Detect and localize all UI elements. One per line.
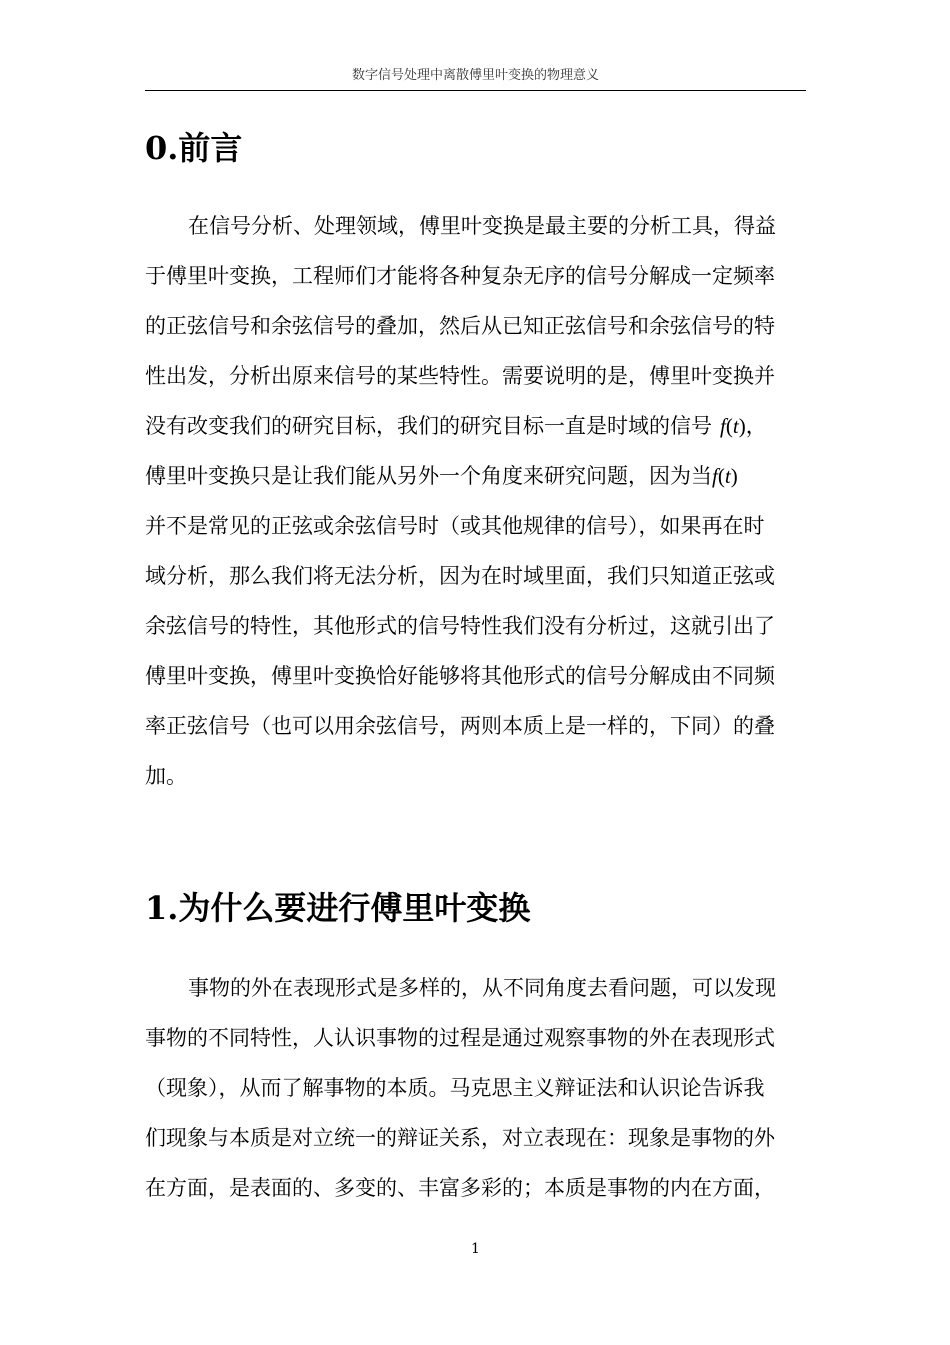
paragraph-line: 在方面，是表面的、多变的、丰富多彩的；本质是事物的内在方面， — [145, 1176, 775, 1200]
math-expression-f-of-t — [720, 414, 746, 438]
paragraph-line: 傅里叶变换，傅里叶变换恰好能够将其他形式的信号分解成由不同频 — [145, 664, 775, 688]
paragraph-line: 并不是常见的正弦或余弦信号时（或其他规律的信号），如果再在时 — [145, 514, 765, 538]
paragraph-line: 加。 — [145, 764, 187, 788]
math-open-paren: ( — [725, 414, 733, 438]
math-expression-f-of-t — [712, 464, 738, 488]
paragraph-line: 在信号分析、处理领域，傅里叶变换是最主要的分析工具，得益 — [188, 214, 776, 238]
paragraph-line-with-math — [145, 462, 806, 490]
math-close-paren: ) — [738, 414, 746, 438]
paragraph-line: 性出发，分析出原来信号的某些特性。需要说明的是，傅里叶变换并 — [145, 364, 775, 388]
header-rule — [145, 90, 806, 91]
math-func: f — [712, 464, 718, 488]
paragraph-line: 域分析，那么我们将无法分析，因为在时域里面，我们只知道正弦或 — [145, 564, 775, 588]
section-heading-preface: 0.前言 — [145, 129, 243, 167]
line-text: 傅里叶变换只是让我们能从另外一个角度来研究问题，因为当 — [145, 464, 712, 488]
paragraph-line: 们现象与本质是对立统一的辩证关系，对立表现在：现象是事物的外 — [145, 1126, 775, 1150]
paragraph-line: 于傅里叶变换，工程师们才能将各种复杂无序的信号分解成一定频率 — [145, 264, 775, 288]
running-header: 数字信号处理中离散傅里叶变换的物理意义 — [351, 68, 599, 83]
math-var: t — [724, 464, 731, 488]
page-number: 1 — [471, 1241, 480, 1257]
paragraph-line-with-math — [145, 412, 806, 440]
paragraph-line: 事物的外在表现形式是多样的，从不同角度去看问题，可以发现 — [188, 976, 776, 1000]
math-open-paren: ( — [717, 464, 725, 488]
paragraph-line: （现象），从而了解事物的本质。马克思主义辩证法和认识论告诉我 — [145, 1076, 765, 1100]
math-func: f — [720, 414, 726, 438]
paragraph-line: 的正弦信号和余弦信号的叠加，然后从已知正弦信号和余弦信号的特 — [145, 314, 775, 338]
math-var: t — [732, 414, 739, 438]
line-text: 没有改变我们的研究目标，我们的研究目标一直是时域的信号 — [145, 414, 712, 438]
paragraph-line: 事物的不同特性，人认识事物的过程是通过观察事物的外在表现形式 — [145, 1026, 775, 1050]
paragraph-line: 余弦信号的特性，其他形式的信号特性我们没有分析过，这就引出了 — [145, 614, 775, 638]
paragraph-line: 率正弦信号（也可以用余弦信号，两则本质上是一样的，下同）的叠 — [145, 714, 775, 738]
line-comma: ， — [745, 414, 767, 438]
math-close-paren: ) — [730, 464, 738, 488]
section-heading-why-fourier: 1.为什么要进行傅里叶变换 — [145, 889, 531, 927]
